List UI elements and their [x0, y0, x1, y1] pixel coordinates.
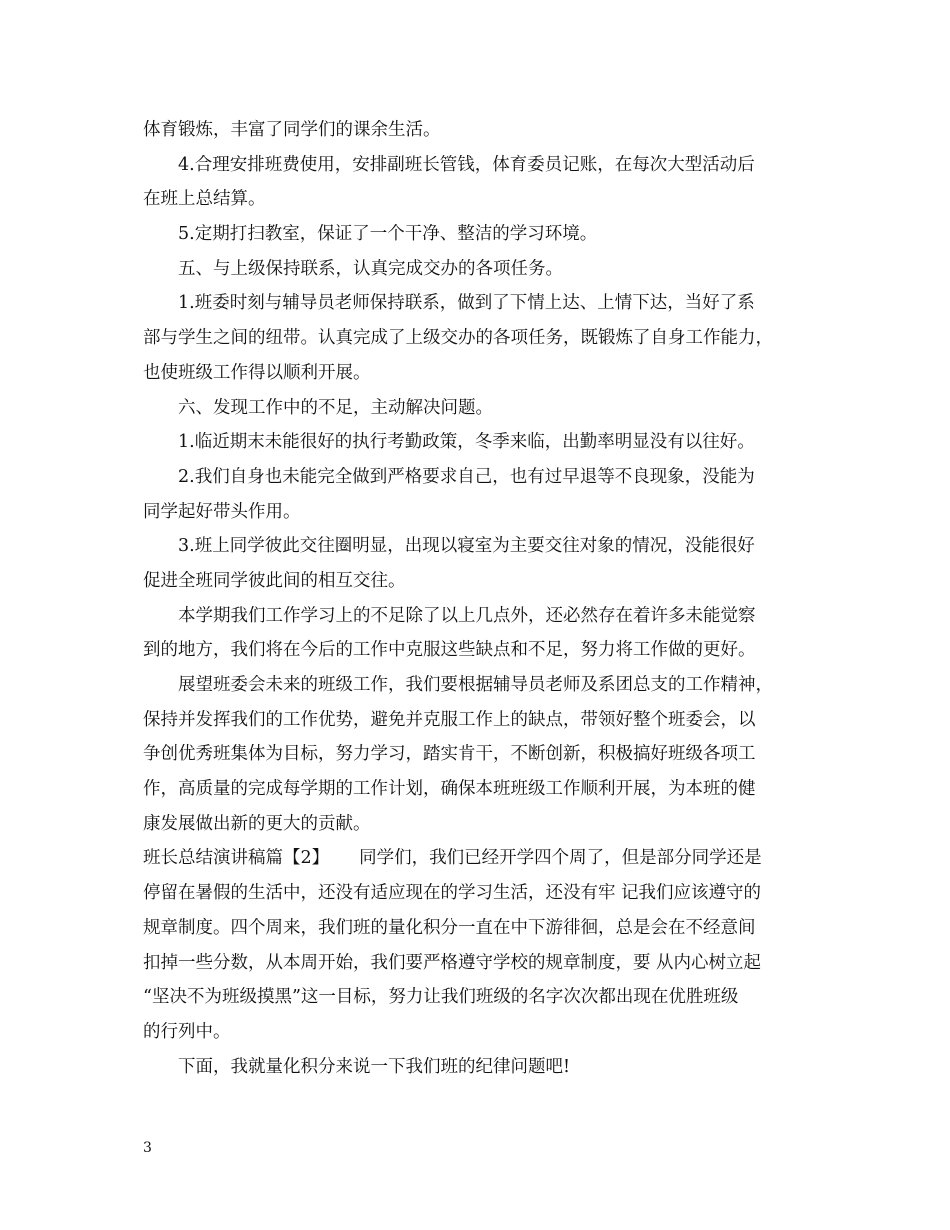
section-heading-line: 六、发现工作中的不足，主动解决问题。	[178, 397, 493, 418]
paragraph-line: 同学起好带头作用。	[143, 501, 301, 522]
section-title-line	[143, 841, 815, 876]
paragraph-line: 扣掉一些分数，从本周开始，我们要严格遵守学校的规章制度，要 从内心树立起	[143, 952, 762, 973]
paragraph-line: 促进全班同学彼此间的相互交往。	[143, 570, 406, 591]
paragraph-line: 到的地方，我们将在今后的工作中克服这些缺点和不足，努力将工作做的更好。	[143, 640, 756, 661]
paragraph-line: 2.我们自身也未能完全做到严格要求自己，也有过早退等不良现象，没能为	[178, 466, 755, 487]
paragraph-line: 保持并发挥我们的工作优势，避免并克服工作上的缺点，带领好整个班委会，以	[143, 709, 756, 730]
paragraph-line: 作，高质量的完成每学期的工作计划，确保本班班级工作顺利开展，为本班的健	[143, 779, 756, 800]
paragraph-line: 展望班委会未来的班级工作，我们要根据辅导员老师及系团总支的工作精神，	[178, 675, 773, 695]
section-title: 班长总结演讲稿篇【2】	[143, 848, 330, 869]
paragraph-line: 争创优秀班集体为目标，努力学习，踏实肯干，不断创新，积极搞好班级各项工	[143, 744, 756, 765]
paragraph-line: 5.定期打扫教室，保证了一个干净、整洁的学习环境。	[178, 224, 598, 245]
paragraph-line: “坚决不为班级摸黑”这一目标，努力让我们班级的名字次次都出现在优胜班级	[143, 987, 739, 1008]
section-first-text: 同学们，我们已经开学四个周了，但是部分同学还是	[359, 848, 762, 869]
paragraph-line: 3.班上同学彼此交往圈明显，出现以寝室为主要交往对象的情况，没能很好	[178, 536, 755, 557]
paragraph-line: 也使班级工作得以顺利开展。	[143, 362, 371, 383]
paragraph-line: 本学期我们工作学习上的不足除了以上几点外，还必然存在着许多未能觉察	[178, 605, 756, 626]
paragraph-line: 规章制度。四个周来，我们班的量化积分一直在中下游徘徊，总是会在不经意间	[143, 917, 756, 938]
paragraph-line: 下面，我就量化积分来说一下我们班的纪律问题吧!	[178, 1056, 571, 1077]
page-number: 3	[143, 1140, 152, 1156]
document-body	[143, 113, 815, 1084]
paragraph-line: 体育锻炼，丰富了同学们的课余生活。	[143, 120, 441, 140]
paragraph-line: 1.班委时刻与辅导员老师保持联系，做到了下情上达、上情下达，当好了系	[178, 293, 755, 314]
paragraph-line: 康发展做出新的更大的贡献。	[143, 813, 371, 834]
paragraph-line: 的行列中。	[143, 1021, 231, 1042]
paragraph-line: 部与学生之间的纽带。认真完成了上级交办的各项任务，既锻炼了自身工作能力，	[143, 328, 773, 349]
section-heading-line: 五、与上级保持联系，认真完成交办的各项任务。	[178, 258, 563, 279]
paragraph-line: 停留在暑假的生活中，还没有适应现在的学习生活，还没有牢 记我们应该遵守的	[143, 883, 762, 904]
paragraph-line: 在班上总结算。	[143, 189, 266, 210]
paragraph-line: 4.合理安排班费使用，安排副班长管钱，体育委员记账，在每次大型活动后	[178, 154, 755, 175]
paragraph-line: 1.临近期末未能很好的执行考勤政策，冬季来临，出勤率明显没有以往好。	[178, 432, 755, 453]
